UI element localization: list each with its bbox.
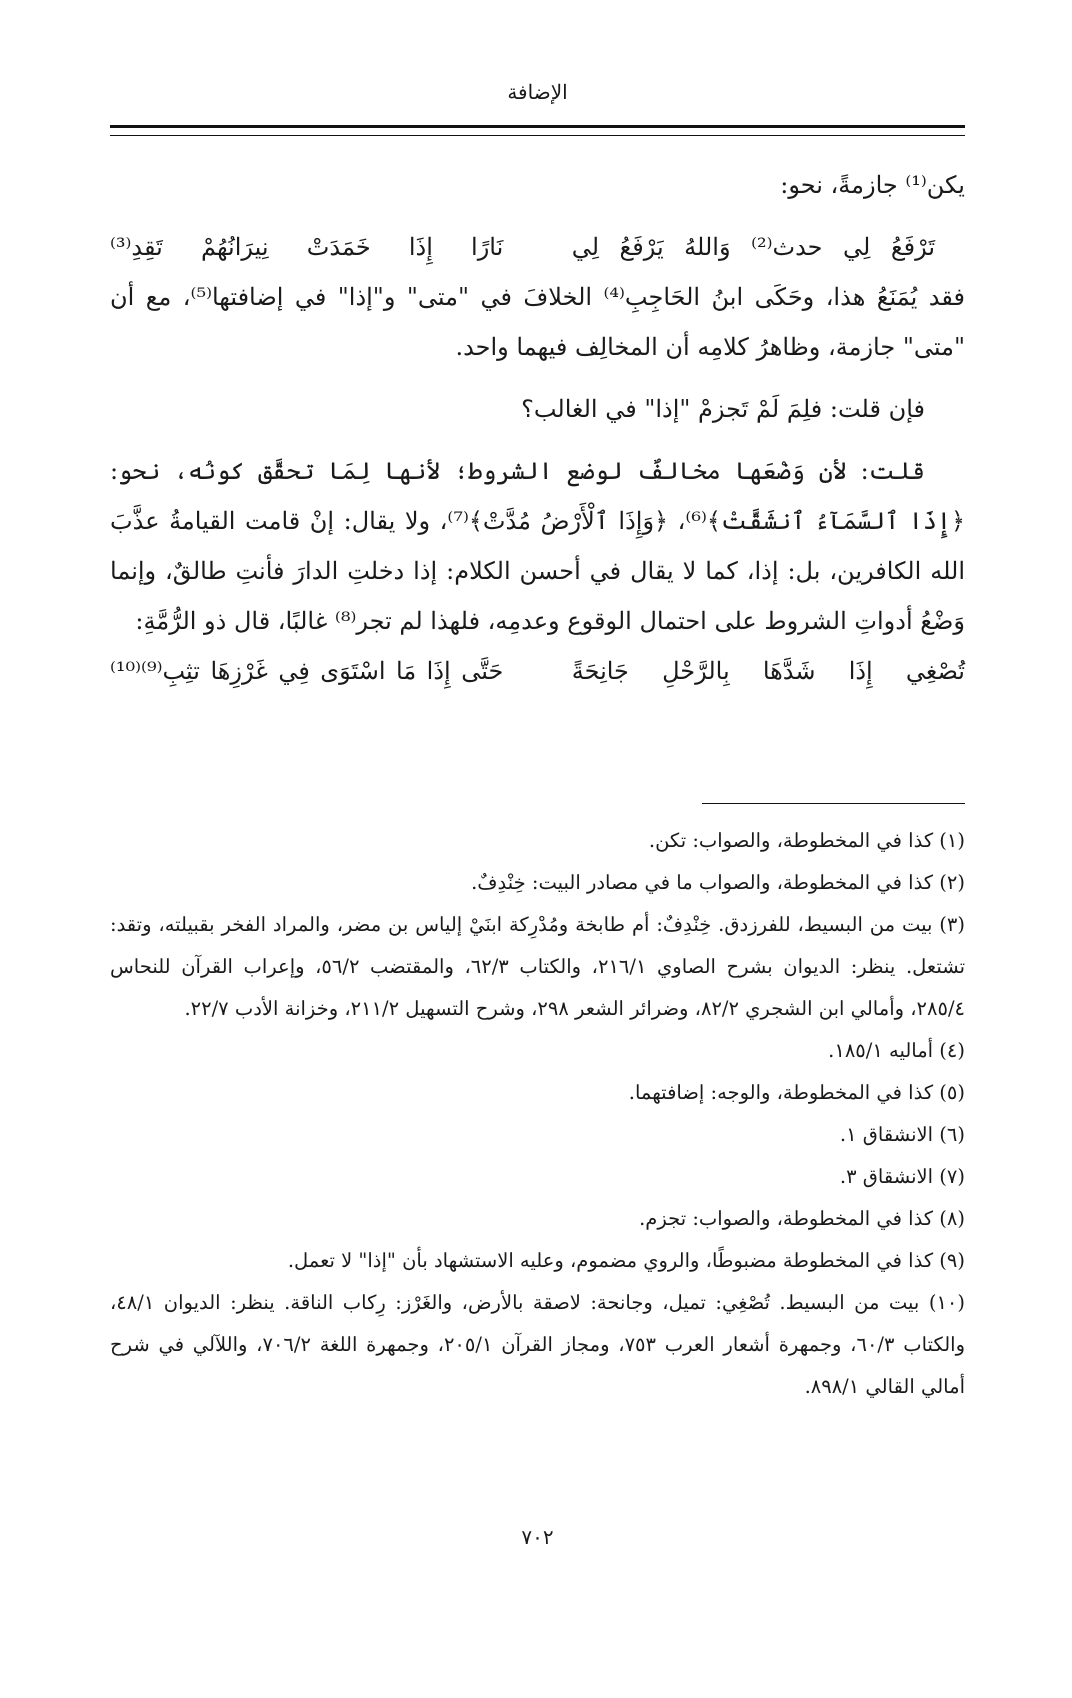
footnote-8: (٨) كذا في المخطوطة، والصواب: تجزم.	[639, 1207, 965, 1230]
paragraph-question: فإن قلت: فلِمَ لَمْ تَجزمْ "إذا" في الغالب؟	[521, 395, 925, 423]
footnote-2: (٢) كذا في المخطوطة، والصواب ما في مصادر البيت: خِنْدِفٌ.	[471, 871, 965, 894]
footnote-3: (٣) بيت من البسيط، للفرزدق. خِنْدِفٌ: أم طابخة ومُدْرِكة ابنَيْ إلياس بن مضر، والمراد الفخر بقبيلته، وتقد: تشتعل. ينظر: الديوان بشرح الصاوي ٢١٦/١، والكتاب ٦٢/٣، والمقتضب ٥٦/٢، وإعراب القرآن للنحاس ٢٨٥/٤، وأمالي ابن الشجري ٨٢/٢، وضرائر الشعر ٢٩٨، وشرح التسهيل ٢١١/٢، وخزانة الأدب ٢٢/٧.	[110, 913, 966, 1020]
footnote-separator	[702, 803, 965, 804]
footnote-1: (١) كذا في المخطوطة، والصواب: تكن.	[648, 829, 965, 852]
header-rule-thick	[110, 125, 965, 128]
footnote-5: (٥) كذا في المخطوطة، والوجه: إضافتهما.	[628, 1081, 965, 1104]
verse-2-first-hemistich: تُصْغِي إِذَا شَدَّهَا بِالرَّحْلِ جَانِحَةً	[571, 657, 965, 685]
footnote-6: (٦) الانشقاق ١.	[839, 1123, 965, 1146]
footnote-9: (٩) كذا في المخطوطة مضبوطًا، والروي مضموم، وعليه الاستشهاد بأن "إذا" لا تعمل.	[287, 1249, 965, 1272]
page-number: ٧٠٢	[521, 1525, 554, 1549]
verse-line-1	[110, 222, 965, 272]
paragraph-answer: قلت: لأن وَضْعَها مخالفٌ لوضع الشروط؛ لأنها لِمَا تحقَّق كونُه، نحو: ﴿إِذَا ٱلسَّمَآءُ ٱنشَقَّتْ﴾⁽⁶⁾، ﴿وَإِذَا ٱلْأَرْضُ مُدَّتْ﴾⁽⁷⁾، ولا يقال: إنْ قامت القيامةُ عذَّبَ الله الكافرين، بل: إذا، كما لا يقال في أحسن الكلام: إذا دخلتِ الدارَ فأنتِ طالقٌ، وإنما وَضْعُ أدواتِ الشروط على احتمال الوقوع وعدمِه، فلهذا لم تجر⁽⁸⁾ غالبًا، قال ذو الرُّمَّةِ:	[110, 457, 966, 635]
verse-2-second-hemistich: حَتَّى إِذَا مَا اسْتَوَى فِي غَرْزِهَا تثِبِ⁽⁹⁾⁽¹⁰⁾	[110, 657, 504, 685]
header-rule-thin	[110, 135, 965, 136]
verse-1-first-hemistich: تَرْفَعُ لِي حدث⁽²⁾ وَاللهُ يَرْفَعُ لِي	[571, 233, 935, 261]
main-text	[110, 160, 965, 696]
paragraph-2: فقد يُمَنَعُ هذا، وحَكَى ابنُ الحَاجِبِ⁽⁴⁾ الخلافَ في "متى" و"إذا" في إضافتها⁽⁵⁾، مع أن "متى" جازمة، وظاهرُ كلامِه أن المخالِف فيهما واحد.	[110, 283, 966, 361]
footnote-4: (٤) أماليه ١٨٥/١.	[828, 1039, 965, 1062]
paragraph-intro: يكن⁽¹⁾ جازمةً، نحو:	[780, 171, 965, 199]
running-header: الإضافة	[507, 80, 568, 104]
verse-line-2	[110, 646, 965, 696]
footnotes	[110, 820, 965, 1408]
verse-1-second-hemistich: نَارًا إِذَا خَمَدَتْ نِيرَانُهُمْ تَقِدِ⁽³⁾	[110, 233, 504, 261]
footnote-10: (١٠) بيت من البسيط. تُصْغِي: تميل، وجانحة: لاصقة بالأرض، والغَرْز: رِكاب الناقة. ينظر: الديوان ٤٨/١، والكتاب ٦٠/٣، وجمهرة أشعار العرب ٧٥٣، ومجاز القرآن ٢٠٥/١، وجمهرة اللغة ٧٠٦/٢، واللآلي في شرح أمالي القالي ٨٩٨/١.	[110, 1291, 965, 1398]
footnote-7: (٧) الانشقاق ٣.	[839, 1165, 965, 1188]
